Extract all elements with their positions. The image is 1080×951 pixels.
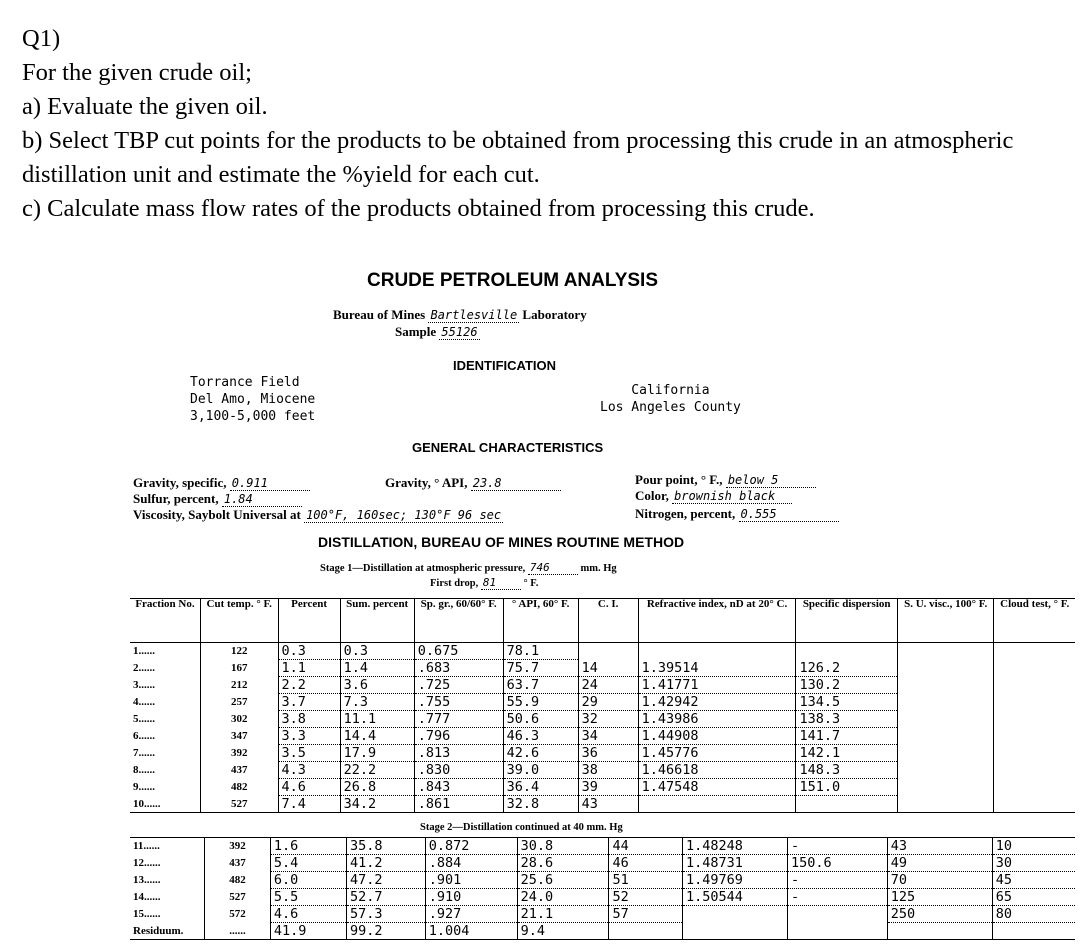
stage2-cell-su-visc: 70 — [887, 872, 992, 889]
stage1-cell-sum-percent: 3.6 — [340, 677, 414, 694]
stage1-cell-cut-temp: 482 — [200, 779, 278, 796]
stage2-cell-su-visc: 125 — [887, 889, 992, 906]
stage1-cell-fraction: 4...... — [130, 694, 200, 711]
stage1-cell-sp-gr: .843 — [414, 779, 503, 796]
stage1-cell-sp-gr: .813 — [414, 745, 503, 762]
stage1-cell-fraction: 7...... — [130, 745, 200, 762]
stage1-cell-sp-gr: .861 — [414, 796, 503, 813]
stage1-cell-cut-temp: 257 — [200, 694, 278, 711]
stage1-cell-fraction: 9...... — [130, 779, 200, 796]
gravity-api-value: 23.8 — [471, 476, 561, 491]
col-api: ° API, 60° F. — [503, 599, 578, 643]
stage1-cell-su-visc — [897, 711, 994, 728]
stage2-cell-fraction: 12...... — [130, 855, 205, 872]
question-number: Q1) — [22, 25, 61, 52]
table-row — [130, 762, 1075, 779]
stage2-cell-percent: 6.0 — [270, 872, 346, 889]
stage2-cell-sum-percent: 47.2 — [346, 872, 425, 889]
question-part-b: b) Select TBP cut points for the products to be obtained from processing this crude in an atmospheric distillation unit and estimate the %yield for each cut. — [22, 127, 1014, 188]
stage2-cell-cut-temp: 437 — [205, 855, 271, 872]
stage1-cell-su-visc — [897, 694, 994, 711]
stage2-cell-specific-dispersion: - — [787, 889, 887, 906]
table-row — [130, 728, 1075, 745]
stage1-cell-su-visc — [897, 762, 994, 779]
table-row — [130, 643, 1075, 660]
stage1-header-row — [130, 599, 1075, 643]
stage1-cell-api: 46.3 — [503, 728, 578, 745]
stage1-cell-specific-dispersion: 138.3 — [796, 711, 897, 728]
stage1-cell-refractive-index: 1.39514 — [638, 660, 796, 677]
sulfur-value: 1.84 — [222, 492, 302, 507]
stage1-cell-cloud-test — [994, 745, 1075, 762]
stage1-table — [130, 598, 1075, 813]
stage1-cell-specific-dispersion — [796, 796, 897, 813]
stage2-cell-refractive-index: 1.49769 — [682, 872, 787, 889]
stage1-cell-api: 36.4 — [503, 779, 578, 796]
state-county — [600, 382, 741, 416]
stage1-cell-su-visc — [897, 677, 994, 694]
stage1-cell-sum-percent: 26.8 — [340, 779, 414, 796]
color-label: Color, — [635, 488, 669, 503]
stage1-cell-specific-dispersion: 148.3 — [796, 762, 897, 779]
stage1-cell-su-visc — [897, 643, 994, 660]
stage1-cell-sp-gr: 0.675 — [414, 643, 503, 660]
stage2-cell-cut-temp: 527 — [205, 889, 271, 906]
stage1-cell-specific-dispersion: 142.1 — [796, 745, 897, 762]
stage1-cell-refractive-index: 1.43986 — [638, 711, 796, 728]
stage1-cell-sp-gr: .777 — [414, 711, 503, 728]
stage1-cell-cloud-test — [994, 779, 1075, 796]
county: Los Angeles County — [600, 400, 741, 415]
viscosity-value: 100°F, 160sec; 130°F 96 sec — [306, 508, 502, 522]
stage1-cell-percent: 3.3 — [278, 728, 340, 745]
gravity-specific-value: 0.911 — [230, 476, 310, 491]
stage1-cell-api: 32.8 — [503, 796, 578, 813]
stage1-cell-sp-gr: .796 — [414, 728, 503, 745]
viscosity-label: Viscosity, Saybolt Universal at — [133, 507, 301, 522]
stage1-cell-fraction: 5...... — [130, 711, 200, 728]
stage1-cell-specific-dispersion: 130.2 — [796, 677, 897, 694]
stage1-cell-ci: 34 — [578, 728, 638, 745]
stage2-cell-api: 30.8 — [517, 838, 609, 855]
stage1-cell-specific-dispersion: 134.5 — [796, 694, 897, 711]
stage1-cell-sum-percent: 1.4 — [340, 660, 414, 677]
table-row — [130, 889, 1075, 906]
stage1-cell-refractive-index: 1.46618 — [638, 762, 796, 779]
stage2-cell-sp-gr: .901 — [425, 872, 517, 889]
field-line-3: 3,100-5,000 feet — [190, 409, 316, 424]
stage2-cell-sum-percent: 35.8 — [346, 838, 425, 855]
color-value: brownish black — [672, 489, 792, 504]
stage2-cell-fraction: 15...... — [130, 906, 205, 923]
sample-label: Sample — [395, 324, 437, 339]
table-row — [130, 838, 1075, 855]
stage1-cell-specific-dispersion: 141.7 — [796, 728, 897, 745]
stage1-cell-ci: 29 — [578, 694, 638, 711]
stage1-cell-su-visc — [897, 728, 994, 745]
stage1-cell-sp-gr: .683 — [414, 660, 503, 677]
stage2-cell-cut-temp: 482 — [205, 872, 271, 889]
stage1-cell-cloud-test — [994, 728, 1075, 745]
stage2-cell-refractive-index: 1.50544 — [682, 889, 787, 906]
table-row — [130, 779, 1075, 796]
state: California — [631, 383, 710, 398]
stage2-cell-cloud-test: 80 — [992, 906, 1075, 923]
stage1-cell-sum-percent: 14.4 — [340, 728, 414, 745]
first-drop-line — [430, 576, 538, 590]
stage2-cell-ci — [609, 923, 683, 940]
stage2-cell-specific-dispersion: - — [787, 838, 887, 855]
stage1-cell-ci: 39 — [578, 779, 638, 796]
stage1-cell-api: 78.1 — [503, 643, 578, 660]
stage1-cell-su-visc — [897, 745, 994, 762]
stage1-unit: mm. Hg — [580, 563, 617, 574]
stage2-cell-refractive-index: 1.48248 — [682, 838, 787, 855]
gravity-specific-label: Gravity, specific, — [133, 475, 227, 490]
gravity-specific — [133, 475, 310, 491]
gravity-api — [385, 475, 561, 491]
stage1-cell-cloud-test — [994, 796, 1075, 813]
stage2-cell-sp-gr: 0.872 — [425, 838, 517, 855]
stage1-cell-fraction: 1...... — [130, 643, 200, 660]
stage1-cell-fraction: 8...... — [130, 762, 200, 779]
stage1-cell-refractive-index: 1.41771 — [638, 677, 796, 694]
laboratory-label: Laboratory — [522, 307, 587, 322]
table-row — [130, 677, 1075, 694]
stage1-cell-su-visc — [897, 779, 994, 796]
stage2-cell-ci: 57 — [609, 906, 683, 923]
bureau-value: Bartlesville — [430, 308, 518, 322]
question-part-a: a) Evaluate the given oil. — [22, 93, 268, 120]
stage2-cell-refractive-index — [682, 906, 787, 923]
stage2-table — [130, 837, 1075, 940]
table-row — [130, 711, 1075, 728]
stage2-cell-api: 28.6 — [517, 855, 609, 872]
stage1-cell-refractive-index — [638, 796, 796, 813]
first-drop-label: First drop, — [430, 578, 479, 589]
stage1-cell-cloud-test — [994, 660, 1075, 677]
stage1-cell-percent: 7.4 — [278, 796, 340, 813]
table-row — [130, 796, 1075, 813]
stage1-cell-su-visc — [897, 796, 994, 813]
sulfur-label: Sulfur, percent, — [133, 491, 219, 506]
stage1-cell-fraction: 10...... — [130, 796, 200, 813]
stage2-cell-cloud-test: 30 — [992, 855, 1075, 872]
stage1-cell-api: 42.6 — [503, 745, 578, 762]
stage1-cell-refractive-index: 1.45776 — [638, 745, 796, 762]
col-sum-percent: Sum. percent — [340, 599, 414, 643]
stage1-cell-sum-percent: 17.9 — [340, 745, 414, 762]
col-fraction: Fraction No. — [130, 599, 200, 643]
stage2-cell-ci: 46 — [609, 855, 683, 872]
stage1-cell-ci: 43 — [578, 796, 638, 813]
first-drop-value: 81 — [481, 576, 521, 590]
stage2-cell-sum-percent: 41.2 — [346, 855, 425, 872]
stage1-cell-ci: 32 — [578, 711, 638, 728]
crude-analysis-report — [130, 270, 1075, 951]
table-row — [130, 872, 1075, 889]
stage1-cell-sum-percent: 22.2 — [340, 762, 414, 779]
stage1-line — [320, 561, 617, 575]
stage1-cell-specific-dispersion: 126.2 — [796, 660, 897, 677]
question-part-c: c) Calculate mass flow rates of the products obtained from processing this crude. — [22, 195, 815, 222]
stage1-cell-fraction: 3...... — [130, 677, 200, 694]
col-cloud-test: Cloud test, ° F. — [994, 599, 1075, 643]
sample-value: 55126 — [441, 325, 478, 339]
table-row — [130, 906, 1075, 923]
stage2-cell-percent: 5.4 — [270, 855, 346, 872]
stage1-cell-sum-percent: 0.3 — [340, 643, 414, 660]
stage1-cell-ci — [578, 643, 638, 660]
stage2-cell-fraction: 11...... — [130, 838, 205, 855]
stage2-cell-fraction: 13...... — [130, 872, 205, 889]
bureau-label: Bureau of Mines — [333, 307, 426, 322]
stage2-cell-specific-dispersion — [787, 906, 887, 923]
stage1-cell-percent: 3.8 — [278, 711, 340, 728]
col-cut-temp: Cut temp. ° F. — [200, 599, 278, 643]
stage2-cell-refractive-index: 1.48731 — [682, 855, 787, 872]
table-row — [130, 855, 1075, 872]
stage1-cell-ci: 38 — [578, 762, 638, 779]
sample-line — [395, 324, 480, 340]
stage1-cell-cut-temp: 347 — [200, 728, 278, 745]
stage1-cell-cut-temp: 167 — [200, 660, 278, 677]
col-percent: Percent — [278, 599, 340, 643]
color — [635, 488, 792, 504]
sulfur — [133, 491, 302, 507]
stage1-cell-percent: 2.2 — [278, 677, 340, 694]
stage2-cell-api: 25.6 — [517, 872, 609, 889]
stage1-cell-percent: 1.1 — [278, 660, 340, 677]
report-title: CRUDE PETROLEUM ANALYSIS — [367, 270, 659, 291]
stage1-cell-cut-temp: 527 — [200, 796, 278, 813]
stage2-cell-sp-gr: 1.004 — [425, 923, 517, 940]
stage1-cell-sum-percent: 11.1 — [340, 711, 414, 728]
stage1-cell-percent: 0.3 — [278, 643, 340, 660]
col-specific-dispersion: Specific dispersion — [796, 599, 897, 643]
nitrogen — [635, 506, 839, 522]
stage1-cell-specific-dispersion: 151.0 — [796, 779, 897, 796]
stage1-cell-percent: 4.3 — [278, 762, 340, 779]
distillation-heading: DISTILLATION, BUREAU OF MINES ROUTINE METHOD — [318, 534, 685, 550]
stage2-cell-percent: 41.9 — [270, 923, 346, 940]
field-line-1: Torrance Field — [190, 375, 300, 390]
stage2-cell-api: 21.1 — [517, 906, 609, 923]
stage2-cell-ci: 52 — [609, 889, 683, 906]
col-ci: C. I. — [578, 599, 638, 643]
stage2-cell-percent: 1.6 — [270, 838, 346, 855]
stage1-cell-fraction: 6...... — [130, 728, 200, 745]
stage2-cell-cloud-test: 10 — [992, 838, 1075, 855]
pour-point-value: below 5 — [726, 473, 816, 488]
col-su-visc: S. U. visc., 100° F. — [897, 599, 994, 643]
stage1-cell-refractive-index — [638, 643, 796, 660]
stage2-cell-cloud-test — [992, 923, 1075, 940]
question-text — [22, 22, 1072, 226]
identification-heading: IDENTIFICATION — [453, 358, 557, 373]
stage2-cell-fraction: 14...... — [130, 889, 205, 906]
question-intro: For the given crude oil; — [22, 59, 252, 86]
stage1-pressure: 746 — [528, 561, 578, 575]
stage1-cell-specific-dispersion — [796, 643, 897, 660]
stage2-label: Stage 2—Distillation continued at 40 mm. Hg — [420, 822, 623, 833]
general-heading: GENERAL CHARACTERISTICS — [412, 440, 604, 455]
stage1-cell-refractive-index: 1.44908 — [638, 728, 796, 745]
col-refractive-index: Refractive index, nD at 20° C. — [638, 599, 796, 643]
stage1-cell-cloud-test — [994, 643, 1075, 660]
stage1-cell-api: 75.7 — [503, 660, 578, 677]
table-row — [130, 923, 1075, 940]
table-row — [130, 660, 1075, 677]
stage1-cell-percent: 4.6 — [278, 779, 340, 796]
stage1-cell-ci: 24 — [578, 677, 638, 694]
nitrogen-label: Nitrogen, percent, — [635, 506, 736, 521]
stage1-label: Stage 1—Distillation at atmospheric pressure, — [320, 563, 526, 574]
stage1-cell-cut-temp: 302 — [200, 711, 278, 728]
stage2-cell-su-visc: 250 — [887, 906, 992, 923]
bureau-line — [333, 307, 587, 323]
stage2-cell-refractive-index — [682, 923, 787, 940]
stage1-cell-cloud-test — [994, 711, 1075, 728]
stage2-cell-sp-gr: .927 — [425, 906, 517, 923]
stage2-cell-cloud-test: 65 — [992, 889, 1075, 906]
col-sp-gr: Sp. gr., 60/60° F. — [414, 599, 503, 643]
gravity-api-label: Gravity, ° API, — [385, 475, 468, 490]
stage1-cell-percent: 3.7 — [278, 694, 340, 711]
stage1-cell-sum-percent: 7.3 — [340, 694, 414, 711]
stage2-cell-su-visc: 43 — [887, 838, 992, 855]
stage2-cell-fraction: Residuum. — [130, 923, 205, 940]
stage2-cell-ci: 51 — [609, 872, 683, 889]
stage2-cell-cloud-test: 45 — [992, 872, 1075, 889]
nitrogen-value: 0.555 — [739, 507, 839, 522]
stage2-cell-sum-percent: 52.7 — [346, 889, 425, 906]
stage2-cell-ci: 44 — [609, 838, 683, 855]
stage1-cell-sp-gr: .830 — [414, 762, 503, 779]
stage1-cell-cloud-test — [994, 762, 1075, 779]
stage1-cell-sum-percent: 34.2 — [340, 796, 414, 813]
pour-point-label: Pour point, ° F., — [635, 472, 723, 487]
stage1-cell-ci: 14 — [578, 660, 638, 677]
stage2-cell-api: 9.4 — [517, 923, 609, 940]
stage1-cell-sp-gr: .755 — [414, 694, 503, 711]
stage1-cell-cut-temp: 212 — [200, 677, 278, 694]
stage1-cell-refractive-index: 1.42942 — [638, 694, 796, 711]
table-row — [130, 745, 1075, 762]
stage1-cell-sp-gr: .725 — [414, 677, 503, 694]
stage2-cell-percent: 5.5 — [270, 889, 346, 906]
stage2-cell-cut-temp: ...... — [205, 923, 271, 940]
table-row — [130, 694, 1075, 711]
field-location — [190, 374, 315, 425]
first-drop-unit: ° F. — [523, 578, 539, 589]
stage1-cell-cut-temp: 122 — [200, 643, 278, 660]
stage1-cell-fraction: 2...... — [130, 660, 200, 677]
stage2-cell-specific-dispersion — [787, 923, 887, 940]
field-line-2: Del Amo, Miocene — [190, 392, 316, 407]
stage2-cell-sum-percent: 99.2 — [346, 923, 425, 940]
pour-point — [635, 472, 816, 488]
stage2-cell-su-visc — [887, 923, 992, 940]
stage1-cell-cut-temp: 392 — [200, 745, 278, 762]
stage1-cell-cloud-test — [994, 694, 1075, 711]
stage1-cell-api: 55.9 — [503, 694, 578, 711]
stage1-cell-refractive-index: 1.47548 — [638, 779, 796, 796]
viscosity — [133, 507, 503, 523]
stage1-cell-cloud-test — [994, 677, 1075, 694]
stage1-cell-percent: 3.5 — [278, 745, 340, 762]
stage2-cell-sp-gr: .884 — [425, 855, 517, 872]
stage2-cell-specific-dispersion: 150.6 — [787, 855, 887, 872]
stage2-cell-percent: 4.6 — [270, 906, 346, 923]
stage2-cell-sum-percent: 57.3 — [346, 906, 425, 923]
stage2-cell-specific-dispersion: - — [787, 872, 887, 889]
stage2-cell-su-visc: 49 — [887, 855, 992, 872]
stage1-cell-api: 63.7 — [503, 677, 578, 694]
stage2-cell-api: 24.0 — [517, 889, 609, 906]
stage2-cell-cut-temp: 572 — [205, 906, 271, 923]
stage2-cell-cut-temp: 392 — [205, 838, 271, 855]
stage1-cell-ci: 36 — [578, 745, 638, 762]
stage1-cell-api: 50.6 — [503, 711, 578, 728]
stage1-cell-su-visc — [897, 660, 994, 677]
stage1-cell-api: 39.0 — [503, 762, 578, 779]
stage2-cell-sp-gr: .910 — [425, 889, 517, 906]
stage1-cell-cut-temp: 437 — [200, 762, 278, 779]
